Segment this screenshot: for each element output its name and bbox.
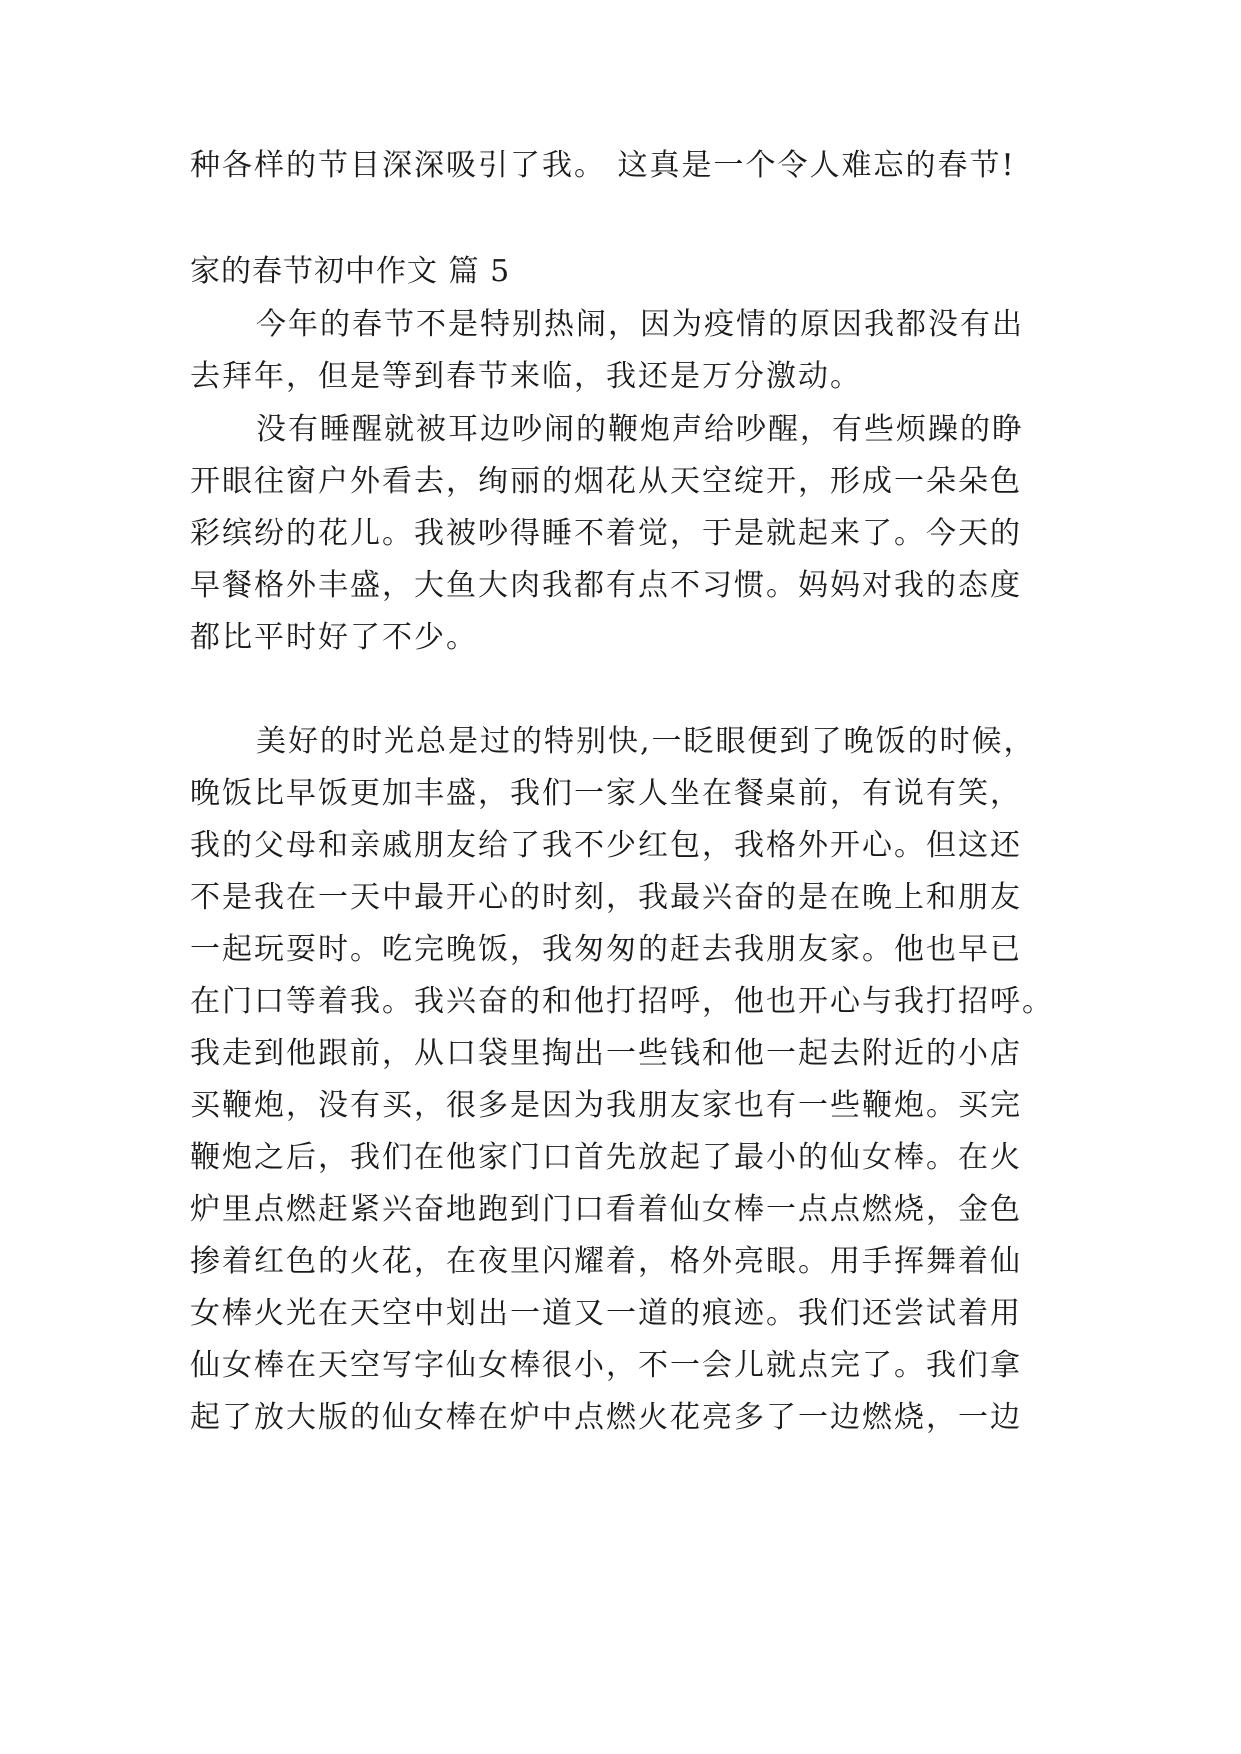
paragraph-line: 彩缤纷的花儿。我被吵得睡不着觉，于是就起来了。今天的	[190, 516, 1022, 551]
paragraph-line: 一起玩耍时。吃完晚饭，我匆匆的赶去我朋友家。他也早已	[190, 932, 1022, 967]
paragraph-line: 炉里点燃赶紧兴奋地跑到门口看着仙女棒一点点燃烧，金色	[190, 1192, 1022, 1227]
paragraph-line: 没有睡醒就被耳边吵闹的鞭炮声给吵醒，有些烦躁的睁	[256, 412, 1024, 447]
section-heading: 家的春节初中作文 篇 5	[190, 254, 511, 289]
paragraph-line: 去拜年，但是等到春节来临，我还是万分激动。	[190, 359, 862, 394]
paragraph-line: 早餐格外丰盛，大鱼大肉我都有点不习惯。妈妈对我的态度	[190, 568, 1022, 603]
paragraph-line: 在门口等着我。我兴奋的和他打招呼，他也开心与我打招呼。	[190, 984, 1054, 1019]
paragraph-line: 掺着红色的火花，在夜里闪耀着，格外亮眼。用手挥舞着仙	[190, 1244, 1022, 1279]
paragraph-line: 开眼往窗户外看去，绚丽的烟花从天空绽开，形成一朵朵色	[190, 464, 1022, 499]
paragraph-line: 鞭炮之后，我们在他家门口首先放起了最小的仙女棒。在火	[190, 1140, 1022, 1175]
paragraph-line: 女棒火光在天空中划出一道又一道的痕迹。我们还尝试着用	[190, 1296, 1022, 1331]
paragraph-line: 我的父母和亲戚朋友给了我不少红包，我格外开心。但这还	[190, 828, 1022, 863]
paragraph-line: 仙女棒在天空写字仙女棒很小，不一会儿就点完了。我们拿	[190, 1348, 1022, 1383]
paragraph-line: 买鞭炮，没有买，很多是因为我朋友家也有一些鞭炮。买完	[190, 1088, 1022, 1123]
paragraph-line: 不是我在一天中最开心的时刻，我最兴奋的是在晚上和朋友	[190, 880, 1022, 915]
paragraph-line: 起了放大版的仙女棒在炉中点燃火花亮多了一边燃烧，一边	[190, 1400, 1022, 1435]
paragraph-line: 都比平时好了不少。	[190, 620, 478, 655]
paragraph-line: 今年的春节不是特别热闹，因为疫情的原因我都没有出	[256, 307, 1024, 342]
paragraph-line: 美好的时光总是过的特别快,一眨眼便到了晚饭的时候，	[256, 724, 1036, 759]
paragraph-line: 晚饭比早饭更加丰盛，我们一家人坐在餐桌前，有说有笑，	[190, 776, 1022, 811]
carryover-line: 种各样的节目深深吸引了我。 这真是一个令人难忘的春节!	[190, 148, 1016, 183]
paragraph-line: 我走到他跟前，从口袋里掏出一些钱和他一起去附近的小店	[190, 1036, 1022, 1071]
